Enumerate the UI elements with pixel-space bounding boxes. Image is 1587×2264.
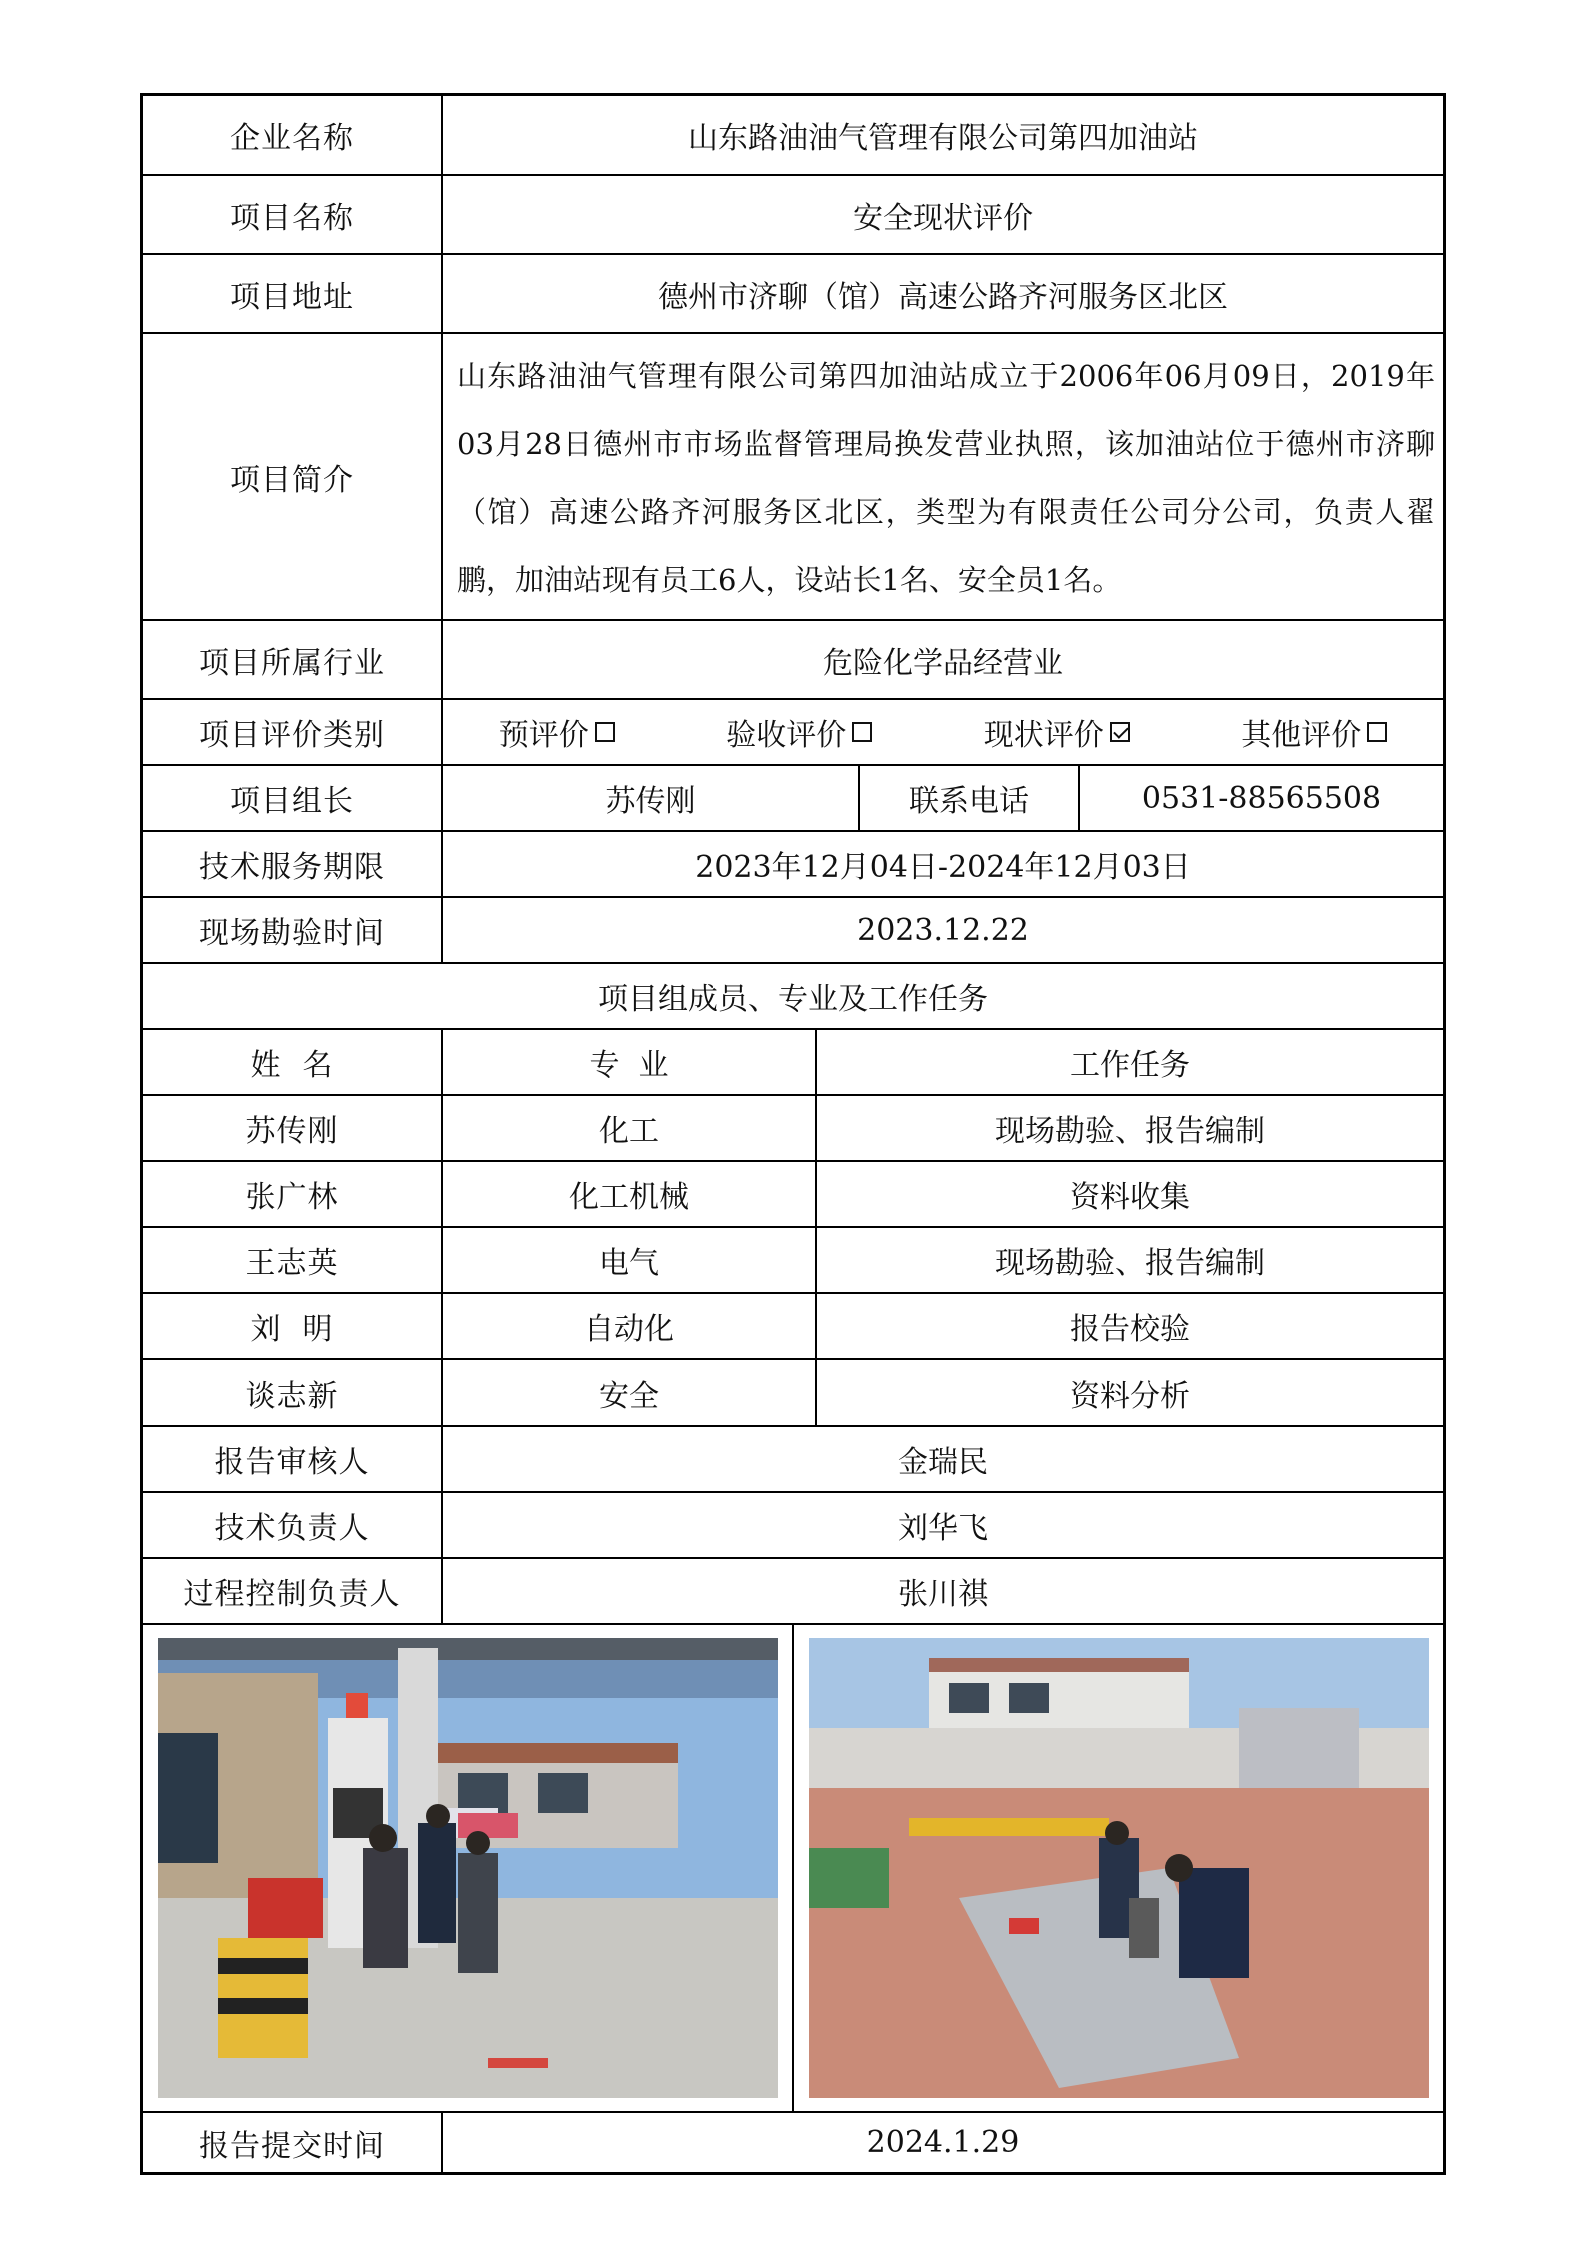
- project-name-value: 安全现状评价: [853, 200, 1033, 236]
- member-task: 现场勘验、报告编制: [995, 1114, 1265, 1149]
- leader-value: 苏传刚: [443, 766, 860, 830]
- reviewer-label: 报告审核人: [143, 1427, 443, 1491]
- service-period-label: 技术服务期限: [143, 832, 443, 896]
- table-row: [143, 1228, 1443, 1294]
- submit-time-label: 报告提交时间: [143, 2113, 443, 2172]
- process-lead-value: 张川祺: [898, 1577, 988, 1612]
- service-period-value: 2023年12月04日-2024年12月03日: [695, 850, 1191, 885]
- member-name: 王志英: [143, 1228, 443, 1292]
- address-value: 德州市济聊（馆）高速公路齐河服务区北区: [658, 279, 1228, 315]
- photo-cell-left: [143, 1625, 794, 2111]
- row-inspection-time: [143, 898, 1443, 964]
- checkbox-unchecked-icon: [1367, 722, 1387, 742]
- checkbox-unchecked-icon: [595, 722, 615, 742]
- row-company: [143, 96, 1443, 176]
- phone-value: 0531-88565508: [1141, 780, 1382, 816]
- member-name: 苏传刚: [143, 1096, 443, 1160]
- members-header-row: [143, 1030, 1443, 1096]
- industry-label: 项目所属行业: [143, 621, 443, 698]
- row-intro: [143, 334, 1443, 621]
- table-row: [143, 1096, 1443, 1162]
- row-reviewer: [143, 1427, 1443, 1493]
- photo-cell-right: [794, 1625, 1443, 2111]
- project-name-label: 项目名称: [143, 176, 443, 253]
- site-photo-tank-inspection: [809, 1638, 1429, 2098]
- row-leader: [143, 766, 1443, 832]
- table-row: [143, 1162, 1443, 1228]
- process-lead-label: 过程控制负责人: [143, 1559, 443, 1623]
- row-members-title: [143, 964, 1443, 1030]
- evaluation-info-table: [140, 93, 1446, 2175]
- table-row: [143, 1360, 1443, 1427]
- address-label: 项目地址: [143, 255, 443, 332]
- eval-type-options: [443, 700, 1443, 764]
- member-major: 化工: [443, 1096, 817, 1160]
- inspection-time-label: 现场勘验时间: [143, 898, 443, 962]
- members-title: 项目组成员、专业及工作任务: [598, 982, 988, 1017]
- inspection-time-value: 2023.12.22: [857, 912, 1029, 948]
- member-task: 现场勘验、报告编制: [995, 1246, 1265, 1281]
- company-value: 山东路油油气管理有限公司第四加油站: [688, 121, 1198, 156]
- member-task: 资料收集: [1070, 1180, 1190, 1215]
- members-header-task: 工作任务: [1070, 1048, 1190, 1083]
- reviewer-value: 金瑞民: [898, 1445, 988, 1480]
- submit-time-value: 2024.1.29: [866, 2125, 1020, 2160]
- row-submit-time: [143, 2113, 1443, 2172]
- row-process-lead: [143, 1559, 1443, 1625]
- member-name: 刘 明: [143, 1294, 443, 1358]
- member-major: 安全: [443, 1360, 817, 1425]
- phone-label: 联系电话: [860, 766, 1080, 830]
- eval-option-pre: [499, 710, 615, 754]
- members-header-major: 专 业: [443, 1030, 817, 1094]
- intro-label: 项目简介: [143, 334, 443, 619]
- row-eval-type: [143, 700, 1443, 766]
- member-major: 电气: [443, 1228, 817, 1292]
- eval-option-current: [984, 710, 1130, 754]
- leader-label: 项目组长: [143, 766, 443, 830]
- member-name: 谈志新: [143, 1360, 443, 1425]
- checkbox-checked-icon: [1110, 722, 1130, 742]
- member-task: 报告校验: [1070, 1312, 1190, 1347]
- row-project-name: [143, 176, 1443, 255]
- eval-option-other: [1241, 710, 1387, 754]
- eval-option-acceptance: [726, 710, 872, 754]
- member-task: 资料分析: [1070, 1378, 1190, 1414]
- table-row: [143, 1294, 1443, 1360]
- row-service-period: [143, 832, 1443, 898]
- eval-option-current-label: 现状评价: [983, 718, 1104, 753]
- tech-lead-label: 技术负责人: [143, 1493, 443, 1557]
- row-photos: [143, 1625, 1443, 2113]
- intro-text: 山东路油油气管理有限公司第四加油站成立于2006年06月09日，2019年03月28日德州市市场监督管理局换发营业执照，该加油站位于德州市济聊（馆）高速公路齐河服务区北区，类型为有限责任公司分公司，负责人翟鹏，加油站现有员工6人，设站长1名、安全员1名。: [457, 359, 1435, 597]
- checkbox-unchecked-icon: [852, 722, 872, 742]
- eval-type-label: 项目评价类别: [143, 700, 443, 764]
- row-tech-lead: [143, 1493, 1443, 1559]
- row-address: [143, 255, 1443, 334]
- site-photo-fuel-dispenser: [158, 1638, 778, 2098]
- industry-value: 危险化学品经营业: [823, 645, 1063, 681]
- row-industry: [143, 621, 1443, 700]
- member-major: 自动化: [443, 1294, 817, 1358]
- company-label: 企业名称: [143, 96, 443, 174]
- member-name: 张广林: [143, 1162, 443, 1226]
- eval-option-pre-label: 预评价: [498, 718, 589, 753]
- members-header-name: 姓 名: [143, 1030, 443, 1094]
- member-major: 化工机械: [443, 1162, 817, 1226]
- tech-lead-value: 刘华飞: [898, 1511, 988, 1546]
- eval-option-acceptance-label: 验收评价: [726, 718, 847, 753]
- eval-option-other-label: 其他评价: [1241, 718, 1362, 753]
